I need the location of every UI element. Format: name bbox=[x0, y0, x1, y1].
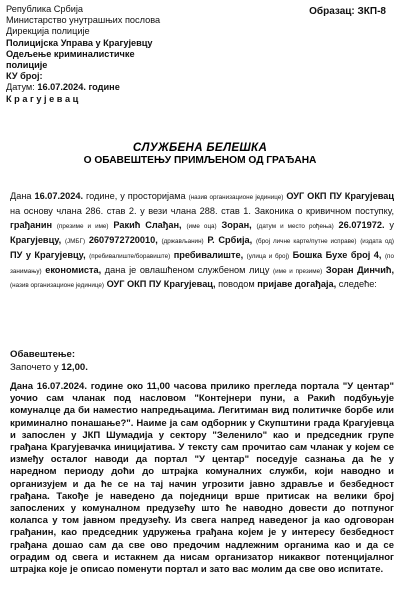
intro-paragraph bbox=[10, 190, 394, 293]
field-hint: (држављанин) bbox=[161, 237, 204, 245]
header-line-country: Република Србија bbox=[6, 4, 84, 14]
header-line-department-cont: полиције bbox=[6, 60, 48, 71]
intro-citizenship: Р. Србија, bbox=[207, 234, 253, 245]
field-hint: (по занимању) bbox=[10, 252, 394, 275]
header-date-value: 16.07.2024. године bbox=[37, 82, 120, 93]
field-hint: (ЈМБГ) bbox=[64, 237, 86, 245]
field-hint: (назив организационе јединице) bbox=[10, 282, 104, 290]
intro-officer: Зоран Динчић, bbox=[325, 264, 395, 275]
header-line-ministry: Министарство унутрашњих послова bbox=[6, 15, 161, 26]
intro-date: 16.07.2024. bbox=[34, 191, 84, 201]
intro-birth-date: 26.071972. bbox=[338, 219, 385, 230]
intro-text: у bbox=[389, 219, 394, 230]
header-city: К р а г у ј е в а ц bbox=[6, 93, 79, 104]
field-hint: (улица и број) bbox=[246, 252, 290, 260]
intro-jmbg: 2607972720010, bbox=[88, 234, 158, 245]
intro-officer-unit: ОУГ ОКП ПУ Крагујевац, bbox=[106, 279, 216, 290]
intro-text: године, у просторијама bbox=[86, 191, 186, 201]
document-title: СЛУЖБЕНА БЕЛЕШКА bbox=[132, 141, 268, 154]
intro-text: на основу члана 286. став 2. у вези члана 288. став 1. Законика о кривичном поступку, bbox=[10, 205, 394, 216]
statement-paragraph: Дана 16.07.2024. године око 11,00 часова прилико прегледа портала "У центар" уочио сам чланак под насловом "Контејнери пуни, а Ракић подбуњује комуналце да би наместио напредњацима. Легитиман вид политичке борбе или криминално понашање?". Наиме ја сам одборник у Скупштини града Крагујевца и запослен у ЈКП Шумадија у сектору "Зеленило" као и председник групе грађана Крагујевачка иницијатива. У тексту сам прочитао сам чланак у којем се између осталог наводи да портал "У центар" поседује сазнања да ће у наредном периоду доћи до штрајка комуналних служби, који наводно и организујем и да ће се на тај начин угрозити јавно здравље и безбедност грађана. Такође је наведено да поједници врше притисак на велики број запослених у комуналном предузећу што ће наводно довести до потпуног колапса у том јавном предузећу. Из свега напред наведеног ја као одговоран грађанин, као председник удружења грађана којем је у интересу безбедност грађана дошао сам да све ово предочим надлежним органима као и да се оградим од свега и истакнем да нисам организатор никаквог потенцијалног штрајка које је описао поменути портал и зато вас молим да све ово испитате. bbox=[10, 381, 394, 576]
field-hint: (издата од) bbox=[360, 237, 394, 245]
notice-block bbox=[10, 349, 88, 374]
intro-residence: пребивалиште, bbox=[173, 249, 244, 260]
intro-text: следеће: bbox=[338, 279, 377, 290]
field-hint: (име и презиме) bbox=[273, 267, 323, 275]
intro-name: Ракић Слађан, bbox=[113, 219, 182, 230]
form-code: Образац: ЗКП-8 bbox=[309, 6, 386, 17]
field-hint: (презиме и име) bbox=[56, 222, 109, 230]
notice-start-label: Започето у bbox=[10, 361, 59, 373]
field-hint: (име оца) bbox=[186, 222, 217, 230]
header-line-department: Одељење криминалистичке bbox=[6, 48, 135, 59]
field-hint: (датум и место рођења) bbox=[256, 222, 334, 230]
notice-start-row bbox=[10, 362, 88, 375]
intro-unit: ОУГ ОКП ПУ Крагујевац bbox=[286, 191, 394, 201]
intro-birth-place: Крагујевцу, bbox=[10, 234, 62, 245]
header-line-case-number: КУ број: bbox=[6, 71, 43, 82]
intro-text: поводом bbox=[218, 279, 255, 290]
intro-occupation: економиста, bbox=[45, 264, 102, 275]
intro-issued-by: ПУ у Крагујевцу, bbox=[10, 249, 86, 260]
field-hint: (број личне карте/путне исправе) bbox=[255, 237, 357, 245]
field-hint: (назив организационе јединице) bbox=[188, 194, 284, 201]
notice-start-time: 12,00. bbox=[61, 361, 88, 373]
intro-street: Бошка Бухе број 4, bbox=[292, 249, 382, 260]
document-subtitle: О ОБАВЕШТЕЊУ ПРИМЉЕНОМ ОД ГРАЂАНА bbox=[83, 155, 317, 166]
intro-text: Дана bbox=[10, 191, 32, 201]
header-date-label: Датум: bbox=[6, 82, 35, 93]
intro-citizen-label: грађанин bbox=[10, 219, 53, 230]
field-hint: (пребивалиште/боравиште) bbox=[89, 252, 171, 260]
intro-father-name: Зоран, bbox=[221, 219, 252, 230]
intro-reason: пријаве догађаја, bbox=[257, 279, 337, 290]
header-line-police-administration: Полицијска Управа у Крагујевцу bbox=[6, 37, 153, 48]
document-header bbox=[6, 4, 160, 105]
header-date-row bbox=[6, 82, 160, 93]
header-line-directorate: Дирекција полиције bbox=[6, 26, 90, 37]
notice-label: Обавештење: bbox=[10, 349, 76, 360]
intro-text: дана је овлашћеном службеном лицу bbox=[104, 264, 270, 275]
